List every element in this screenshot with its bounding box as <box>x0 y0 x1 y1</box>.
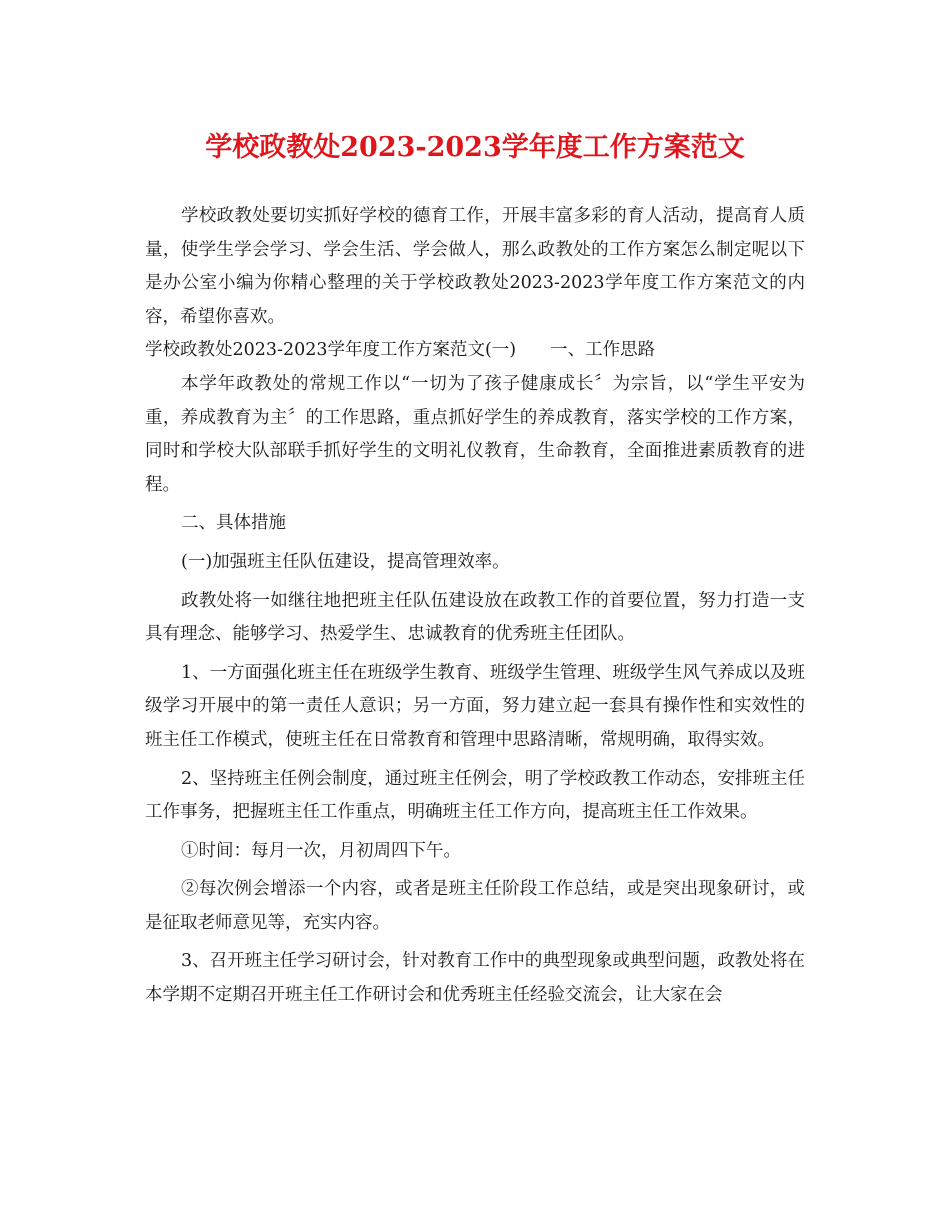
body-paragraph: 3、召开班主任学习研讨会，针对教育工作中的典型现象或典型问题，政教处将在本学期不定期召开班主任工作研讨会和优秀班主任经验交流会，让大家在会 <box>145 951 805 1006</box>
section-heading-title: 学校政教处2023-2023学年度工作方案范文(一) <box>145 340 517 361</box>
body-heading: 二、具体措施 <box>181 513 286 534</box>
body-paragraph: 本学年政教处的常规工作以“一切为了孩子健康成长〞为宗旨，以“学生平安为重，养成教育为主〞的工作思路，重点抓好学生的养成教育，落实学校的工作方案，同时和学校大队部联手抓好学生的文明礼仪教育，生命教育，全面推进素质教育的进程。 <box>145 373 805 495</box>
body-paragraph: 政教处将一如继往地把班主任队伍建设放在政教工作的首要位置，努力打造一支具有理念、能够学习、热爱学生、忠诚教育的优秀班主任团队。 <box>145 590 805 645</box>
section-heading-line <box>145 334 805 368</box>
intro-paragraph: 学校政教处要切实抓好学校的德育工作，开展丰富多彩的育人活动，提高育人质量，使学生学会学习、学会生活、学会做人，那么政教处的工作方案怎么制定呢以下是办公室小编为你精心整理的关于学校政教处2023-2023学年度工作方案范文的内容，希望你喜欢。 <box>145 206 805 327</box>
body-paragraph: 2、坚持班主任例会制度，通过班主任例会，明了学校政教工作动态，安排班主任工作事务，把握班主任工作重点，明确班主任工作方向，提高班主任工作效果。 <box>145 768 805 823</box>
body-paragraph: 1、一方面强化班主任在班级学生教育、班级学生管理、班级学生风气养成以及班级学习开展中的第一责任人意识；另一方面，努力建立起一套具有操作性和实效性的班主任工作模式，使班主任在日常教育和管理中思路清晰，常规明确，取得实效。 <box>145 662 805 750</box>
document-body <box>145 200 805 1013</box>
body-list-item: ①时间：每月一次，月初周四下午。 <box>181 840 461 861</box>
body-subheading: (一)加强班主任队伍建设，提高管理效率。 <box>181 551 510 572</box>
document-title: 学校政教处2023-2023学年度工作方案范文 <box>205 132 745 163</box>
body-list-item: ②每次例会增添一个内容，或者是班主任阶段工作总结，或是突出现象研讨，或是征取老师意见等，充实内容。 <box>145 879 805 933</box>
section-heading-subtitle: 一、工作思路 <box>550 340 656 361</box>
